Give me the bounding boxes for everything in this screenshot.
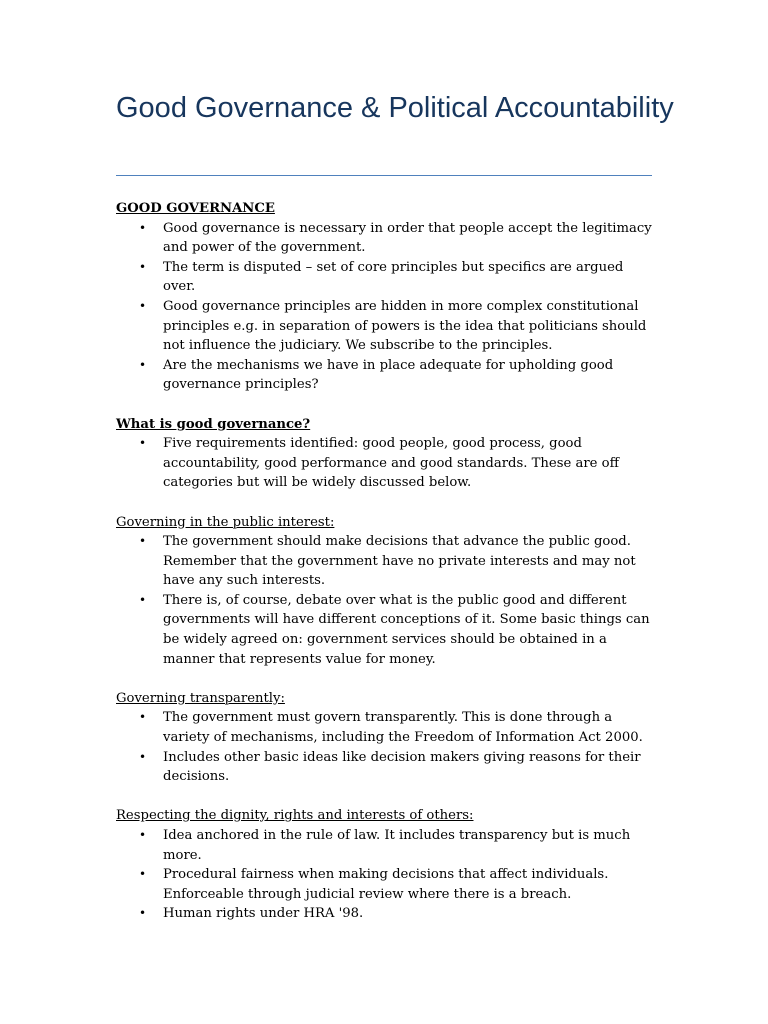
list-item-text: Idea anchored in the rule of law. It includes transparency but is much more. [163,828,631,863]
section [116,199,656,395]
list-item-text: The government must govern transparently. This is done through a variety of mechanisms, including the Freedom of Information Act 2000. [163,710,643,746]
bullet-icon: • [139,259,147,274]
bullet-list [116,434,656,493]
list-item [116,826,656,865]
list-item [116,591,656,669]
bullet-icon: • [139,534,147,549]
section-heading: Governing in the public interest: [116,514,335,530]
list-item [116,904,656,924]
bullet-icon: • [139,220,147,235]
section [116,513,656,670]
bullet-icon: • [139,710,147,725]
list-item [116,356,656,395]
section [116,689,656,787]
section [116,415,656,493]
section [116,806,656,924]
list-item [116,532,656,591]
bullet-icon: • [139,298,147,313]
document-title: Good Governance & Political Accountability [116,92,674,124]
list-item-text: The government should make decisions that advance the public good. Remember that the government have no private interests and may not have any such interests. [163,534,636,589]
list-item-text: Human rights under HRA '98. [163,906,364,922]
section-heading: Respecting the dignity, rights and interests of others: [116,808,474,824]
bullet-icon: • [139,592,147,607]
list-item [116,748,656,787]
list-item-text: Includes other basic ideas like decision makers giving reasons for their decisions. [163,749,641,785]
list-item [116,865,656,904]
list-item [116,258,656,297]
list-item [116,219,656,258]
list-item-text: Procedural fairness when making decisions that affect individuals. Enforceable through judicial review where there is a breach. [163,867,609,902]
list-item-text: Are the mechanisms we have in place adequate for upholding good governance principles? [163,357,614,393]
list-item [116,708,656,747]
section-heading: What is good governance? [116,416,311,432]
bullet-icon: • [139,357,147,372]
bullet-list [116,219,656,395]
list-item-text: The term is disputed – set of core principles but specifics are argued over. [163,259,624,295]
bullet-list [116,708,656,786]
bullet-icon: • [139,436,147,451]
section-heading: Governing transparently: [116,690,285,706]
list-item-text: Five requirements identified: good people, good process, good accountability, good performance and good standards. These are off categories but will be widely discussed below. [163,436,619,491]
title-underline-divider [116,175,652,176]
document-body [116,199,656,944]
bullet-icon: • [139,828,147,842]
list-item-text: Good governance principles are hidden in more complex constitutional principles e.g. in separation of powers is the idea that politicians should not influence the judiciary. We subscribe to the principles. [163,298,647,354]
bullet-icon: • [139,749,147,764]
list-item-text: Good governance is necessary in order that people accept the legitimacy and power of the government. [163,220,652,256]
bullet-list [116,826,656,924]
list-item [116,297,656,356]
bullet-icon: • [139,867,147,882]
list-item-text: There is, of course, debate over what is the public good and different governments will have different conceptions of it. Some basic things can be widely agreed on: government services should be obtained in a manner that represents value for money. [163,592,650,667]
bullet-icon: • [139,906,147,921]
bullet-list [116,532,656,669]
section-heading: GOOD GOVERNANCE [116,201,275,216]
list-item [116,434,656,493]
